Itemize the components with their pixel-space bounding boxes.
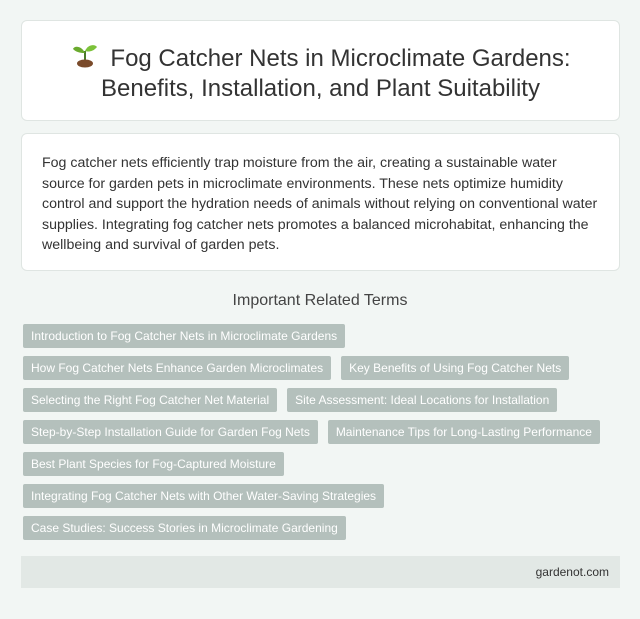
page-title — [22, 42, 619, 104]
term-tag[interactable]: Best Plant Species for Fog-Captured Moisture — [23, 452, 284, 476]
sprout-icon — [70, 42, 100, 68]
term-tag[interactable]: Selecting the Right Fog Catcher Net Material — [23, 388, 277, 412]
title-card — [21, 20, 620, 121]
term-tag[interactable]: Key Benefits of Using Fog Catcher Nets — [341, 356, 569, 380]
term-tag[interactable]: Maintenance Tips for Long-Lasting Performance — [328, 420, 600, 444]
title-line-2: Benefits, Installation, and Plant Suitability — [101, 75, 540, 102]
description-text: Fog catcher nets efficiently trap moisture from the air, creating a sustainable water source for garden pets in microclimate environments. These nets optimize humidity control and support the hydration needs of animals without relying on conventional water supplies. Integrating fog catcher nets promotes a balanced microhabitat, enhancing the wellbeing and survival of garden pets. — [42, 155, 598, 253]
term-tag[interactable]: Introduction to Fog Catcher Nets in Microclimate Gardens — [23, 324, 345, 348]
footer-site-link[interactable]: gardenot.com — [535, 565, 609, 579]
title-line-1: Fog Catcher Nets in Microclimate Gardens: — [110, 45, 571, 72]
related-terms-heading: Important Related Terms — [232, 292, 408, 309]
footer — [21, 556, 620, 588]
term-tag[interactable]: Step-by-Step Installation Guide for Garden Fog Nets — [23, 420, 318, 444]
term-tag[interactable]: Case Studies: Success Stories in Microclimate Gardening — [23, 516, 346, 540]
related-terms-list — [23, 324, 613, 540]
term-tag[interactable]: How Fog Catcher Nets Enhance Garden Microclimates — [23, 356, 331, 380]
description-card — [21, 133, 620, 271]
term-tag[interactable]: Site Assessment: Ideal Locations for Installation — [287, 388, 557, 412]
term-tag[interactable]: Integrating Fog Catcher Nets with Other Water-Saving Strategies — [23, 484, 384, 508]
